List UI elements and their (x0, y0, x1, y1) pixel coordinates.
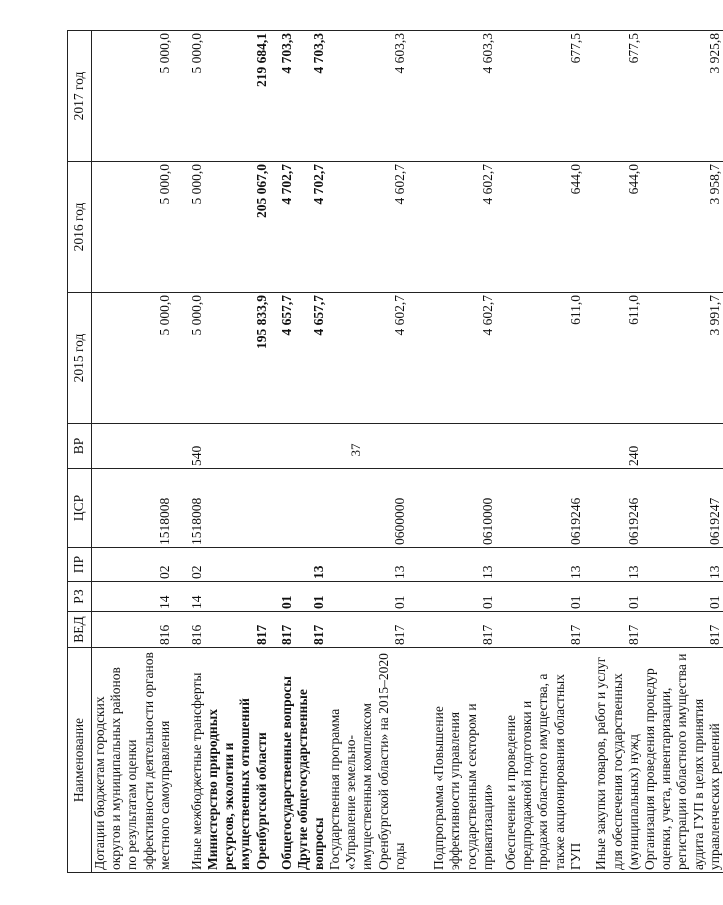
cell-pr (270, 548, 295, 582)
table-row (584, 31, 642, 873)
cell-csr (295, 469, 327, 548)
header-2015: 2015 год (68, 293, 92, 424)
cell-y2017: 5 000,0 (173, 31, 205, 162)
cell-y2016: 4 602,7 (327, 162, 408, 293)
cell-name: Иные закупки товаров, работ и услуг для обеспечения государственных (муниципальных) нужд (584, 648, 642, 873)
cell-ved: 817 (642, 612, 723, 648)
cell-pr: 02 (173, 548, 205, 582)
cell-y2016: 205 067,0 (205, 162, 270, 293)
cell-csr: 0600000 (327, 469, 408, 548)
cell-rz: 14 (92, 582, 173, 612)
cell-name: Организация проведения процедур оценки, учета, инвентаризации, регистрации областного имущества и аудита ГУП в целях принятия управленческих решений (642, 648, 723, 873)
cell-y2015: 4 657,7 (270, 293, 295, 424)
rotated-page (67, 31, 722, 873)
cell-y2016: 4 602,7 (408, 162, 496, 293)
cell-rz (205, 582, 270, 612)
cell-y2017: 677,5 (584, 31, 642, 162)
cell-y2016: 5 000,0 (92, 162, 173, 293)
cell-name: Общегосударственные вопросы (270, 648, 295, 873)
cell-y2015: 611,0 (584, 293, 642, 424)
cell-csr: 0619246 (496, 469, 584, 548)
cell-y2017: 4 603,3 (408, 31, 496, 162)
cell-vr (270, 424, 295, 469)
header-2016: 2016 год (68, 162, 92, 293)
cell-name: Подпрограмма «Повышение эффективности управления государственным сектором и приватизации» (408, 648, 496, 873)
cell-vr (92, 424, 173, 469)
cell-ved: 817 (584, 612, 642, 648)
cell-rz: 01 (327, 582, 408, 612)
cell-pr (205, 548, 270, 582)
cell-name: Другие общегосударственные вопросы (295, 648, 327, 873)
cell-y2015: 4 602,7 (327, 293, 408, 424)
cell-pr: 13 (295, 548, 327, 582)
header-name: Наименование (68, 648, 92, 873)
cell-name: Иные межбюджетные трансферты (173, 648, 205, 873)
cell-csr (205, 469, 270, 548)
cell-rz: 01 (295, 582, 327, 612)
table-row (295, 31, 327, 873)
cell-csr: 0619247 (642, 469, 723, 548)
cell-y2017: 5 000,0 (92, 31, 173, 162)
cell-vr (408, 424, 496, 469)
table-row (327, 31, 408, 873)
cell-y2017: 4 603,3 (327, 31, 408, 162)
table-row (496, 31, 584, 873)
cell-y2016: 4 702,7 (270, 162, 295, 293)
cell-ved: 817 (270, 612, 295, 648)
cell-y2015: 5 000,0 (173, 293, 205, 424)
cell-ved: 816 (92, 612, 173, 648)
cell-y2017: 219 684,1 (205, 31, 270, 162)
cell-ved: 817 (295, 612, 327, 648)
table-body (92, 31, 723, 873)
header-vr: ВР (68, 424, 92, 469)
cell-rz: 01 (584, 582, 642, 612)
cell-y2015: 195 833,9 (205, 293, 270, 424)
cell-vr (295, 424, 327, 469)
cell-vr (496, 424, 584, 469)
cell-ved: 817 (205, 612, 270, 648)
cell-ved: 816 (173, 612, 205, 648)
cell-y2017: 677,5 (496, 31, 584, 162)
table-row (205, 31, 270, 873)
cell-vr (327, 424, 408, 469)
table-row (642, 31, 723, 873)
table-row (173, 31, 205, 873)
cell-csr: 1518008 (173, 469, 205, 548)
cell-ved: 817 (496, 612, 584, 648)
cell-y2015: 4 657,7 (295, 293, 327, 424)
cell-y2016: 644,0 (584, 162, 642, 293)
cell-ved: 817 (408, 612, 496, 648)
cell-y2015: 5 000,0 (92, 293, 173, 424)
cell-y2016: 4 702,7 (295, 162, 327, 293)
cell-y2017: 3 925,8 (642, 31, 723, 162)
cell-rz: 01 (496, 582, 584, 612)
cell-name: Министерство природных ресурсов, экологии и имущественных отношений Оренбургской области (205, 648, 270, 873)
cell-vr: 240 (584, 424, 642, 469)
cell-name: Обеспечение и проведение предпродажной подготовки и продажи областного имущества, а также акционирования областных ГУП (496, 648, 584, 873)
table-row (270, 31, 295, 873)
cell-y2015: 611,0 (496, 293, 584, 424)
header-rz: РЗ (68, 582, 92, 612)
cell-csr: 0619246 (584, 469, 642, 548)
cell-pr: 02 (92, 548, 173, 582)
cell-y2015: 4 602,7 (408, 293, 496, 424)
cell-ved: 817 (327, 612, 408, 648)
page-number: 37 (348, 443, 363, 457)
cell-y2015: 3 991,7 (642, 293, 723, 424)
cell-y2017: 4 703,3 (295, 31, 327, 162)
table-row (92, 31, 173, 873)
cell-rz: 01 (642, 582, 723, 612)
cell-name: Дотации бюджетам городских округов и муниципальных районов по результатам оценки эффективности деятельности органов местного самоуправления (92, 648, 173, 873)
cell-vr (205, 424, 270, 469)
cell-vr (642, 424, 723, 469)
cell-pr: 13 (408, 548, 496, 582)
header-row (68, 31, 92, 873)
cell-name: Государственная программа «Управление земельно-имущественным комплексом Оренбургской области» на 2015–2020 годы (327, 648, 408, 873)
cell-pr: 13 (327, 548, 408, 582)
cell-pr: 13 (496, 548, 584, 582)
header-2017: 2017 год (68, 31, 92, 162)
cell-y2016: 644,0 (496, 162, 584, 293)
cell-csr: 0610000 (408, 469, 496, 548)
cell-rz: 14 (173, 582, 205, 612)
header-csr: ЦСР (68, 469, 92, 548)
cell-pr: 13 (584, 548, 642, 582)
cell-rz: 01 (408, 582, 496, 612)
cell-y2017: 4 703,3 (270, 31, 295, 162)
cell-csr: 1518008 (92, 469, 173, 548)
budget-table (67, 30, 723, 873)
cell-csr (270, 469, 295, 548)
cell-vr: 540 (173, 424, 205, 469)
table-row (408, 31, 496, 873)
header-pr: ПР (68, 548, 92, 582)
cell-rz: 01 (270, 582, 295, 612)
cell-pr: 13 (642, 548, 723, 582)
cell-y2016: 3 958,7 (642, 162, 723, 293)
header-ved: ВЕД (68, 612, 92, 648)
cell-y2016: 5 000,0 (173, 162, 205, 293)
